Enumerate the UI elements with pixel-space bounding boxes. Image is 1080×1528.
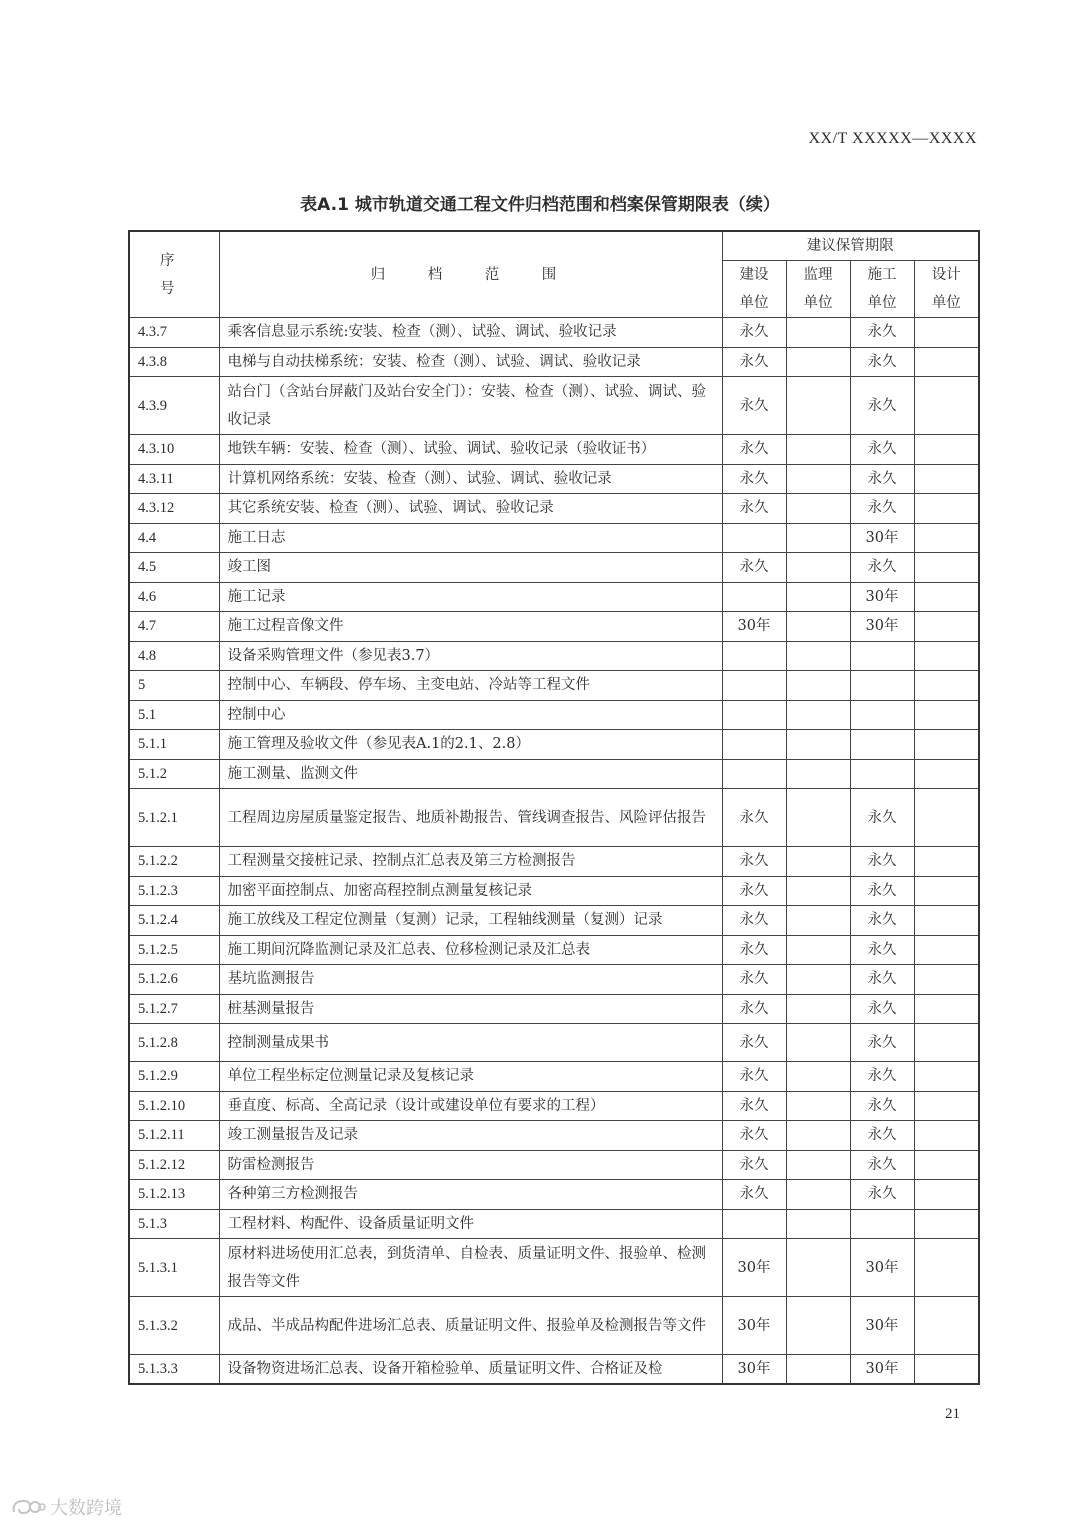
row-retention-construction: 永久 [722, 435, 786, 465]
row-retention-supervision [786, 318, 850, 348]
row-retention-contractor: 30年 [850, 523, 914, 553]
row-seq: 5.1.2.12 [129, 1150, 219, 1180]
row-seq: 4.3.10 [129, 435, 219, 465]
document-code: XX/T XXXXX—XXXX [808, 130, 977, 147]
table-row [129, 1121, 979, 1151]
row-retention-contractor [850, 671, 914, 701]
row-retention-design [914, 377, 979, 435]
row-retention-design [914, 464, 979, 494]
row-retention-construction: 永久 [722, 935, 786, 965]
row-retention-construction: 永久 [722, 876, 786, 906]
row-retention-construction: 永久 [722, 906, 786, 936]
row-retention-design [914, 994, 979, 1024]
row-retention-design [914, 523, 979, 553]
table-row [129, 671, 979, 701]
row-seq: 5.1.2.2 [129, 847, 219, 877]
row-seq: 4.3.8 [129, 347, 219, 377]
table-row [129, 347, 979, 377]
row-scope: 各种第三方检测报告 [219, 1180, 722, 1210]
table-row [129, 523, 979, 553]
row-retention-design [914, 935, 979, 965]
row-retention-construction: 30年 [722, 612, 786, 642]
header-seq: 序 号 [129, 231, 219, 318]
row-retention-supervision [786, 1062, 850, 1092]
row-scope: 控制中心、车辆段、停车场、主变电站、冷站等工程文件 [219, 671, 722, 701]
table-row [129, 494, 979, 524]
row-retention-supervision [786, 582, 850, 612]
header-unit-supervision: 监理单位 [786, 261, 850, 318]
row-retention-contractor: 永久 [850, 1091, 914, 1121]
row-retention-contractor: 永久 [850, 494, 914, 524]
row-scope: 竣工图 [219, 553, 722, 583]
row-scope: 计算机网络系统：安装、检查（测）、试验、调试、验收记录 [219, 464, 722, 494]
row-seq: 5.1.2.3 [129, 876, 219, 906]
row-scope: 控制测量成果书 [219, 1024, 722, 1062]
header-unit-construction: 建设单位 [722, 261, 786, 318]
row-retention-construction: 30年 [722, 1355, 786, 1385]
header-scope: 归 档 范 围 [219, 231, 722, 318]
row-retention-construction: 永久 [722, 1150, 786, 1180]
table-row [129, 1024, 979, 1062]
row-scope: 竣工测量报告及记录 [219, 1121, 722, 1151]
table-row [129, 965, 979, 995]
row-retention-supervision [786, 1150, 850, 1180]
table-row [129, 759, 979, 789]
row-retention-contractor: 30年 [850, 1297, 914, 1355]
row-retention-supervision [786, 1355, 850, 1385]
row-retention-contractor: 永久 [850, 553, 914, 583]
row-retention-supervision [786, 347, 850, 377]
row-retention-construction [722, 582, 786, 612]
watermark-logo-icon [10, 1496, 46, 1518]
row-retention-construction [722, 700, 786, 730]
row-retention-contractor: 永久 [850, 789, 914, 847]
row-retention-design [914, 700, 979, 730]
table-row [129, 906, 979, 936]
row-retention-contractor: 永久 [850, 464, 914, 494]
row-retention-supervision [786, 759, 850, 789]
header-unit-design: 设计单位 [914, 261, 979, 318]
row-scope: 工程材料、构配件、设备质量证明文件 [219, 1209, 722, 1239]
watermark [10, 1494, 122, 1520]
row-retention-design [914, 1297, 979, 1355]
row-scope: 站台门（含站台屏蔽门及站台安全门）：安装、检查（测）、试验、调试、验收记录 [219, 377, 722, 435]
table-row [129, 1150, 979, 1180]
row-retention-contractor: 永久 [850, 965, 914, 995]
row-retention-construction [722, 671, 786, 701]
row-scope: 原材料进场使用汇总表，到货清单、自检表、质量证明文件、报验单、检测报告等文件 [219, 1239, 722, 1297]
row-scope: 设备物资进场汇总表、设备开箱检验单、质量证明文件、合格证及检 [219, 1355, 722, 1385]
row-retention-contractor: 30年 [850, 1239, 914, 1297]
row-seq: 5 [129, 671, 219, 701]
table-title: 表A.1 城市轨道交通工程文件归档范围和档案保管期限表（续） [300, 195, 780, 215]
row-retention-supervision [786, 847, 850, 877]
row-retention-supervision [786, 641, 850, 671]
row-retention-supervision [786, 523, 850, 553]
row-scope: 施工过程音像文件 [219, 612, 722, 642]
row-retention-supervision [786, 1209, 850, 1239]
row-retention-contractor: 永久 [850, 1180, 914, 1210]
row-seq: 4.3.12 [129, 494, 219, 524]
row-retention-construction: 永久 [722, 377, 786, 435]
table-row [129, 1355, 979, 1385]
row-retention-supervision [786, 553, 850, 583]
row-retention-supervision [786, 1121, 850, 1151]
row-retention-supervision [786, 876, 850, 906]
table-row [129, 1209, 979, 1239]
row-retention-supervision [786, 671, 850, 701]
row-retention-contractor: 永久 [850, 1150, 914, 1180]
row-retention-contractor [850, 1209, 914, 1239]
row-retention-construction: 永久 [722, 494, 786, 524]
row-seq: 4.4 [129, 523, 219, 553]
row-retention-contractor: 永久 [850, 435, 914, 465]
row-retention-construction: 永久 [722, 1180, 786, 1210]
table-row [129, 318, 979, 348]
row-retention-supervision [786, 1239, 850, 1297]
row-retention-construction: 永久 [722, 1024, 786, 1062]
row-retention-construction: 永久 [722, 789, 786, 847]
row-retention-supervision [786, 994, 850, 1024]
row-retention-design [914, 1062, 979, 1092]
row-retention-design [914, 1355, 979, 1385]
table-row [129, 1239, 979, 1297]
row-retention-design [914, 730, 979, 760]
row-retention-contractor [850, 730, 914, 760]
row-seq: 5.1.2.1 [129, 789, 219, 847]
row-retention-design [914, 1180, 979, 1210]
row-retention-contractor: 永久 [850, 935, 914, 965]
table-row [129, 994, 979, 1024]
row-seq: 5.1.2.5 [129, 935, 219, 965]
table-row [129, 377, 979, 435]
row-retention-contractor: 永久 [850, 347, 914, 377]
row-retention-design [914, 671, 979, 701]
row-retention-design [914, 494, 979, 524]
row-retention-design [914, 1024, 979, 1062]
row-retention-construction: 永久 [722, 965, 786, 995]
row-seq: 4.6 [129, 582, 219, 612]
table-row [129, 789, 979, 847]
row-retention-contractor: 永久 [850, 377, 914, 435]
row-retention-construction [722, 730, 786, 760]
row-seq: 4.7 [129, 612, 219, 642]
row-retention-supervision [786, 1024, 850, 1062]
row-retention-design [914, 965, 979, 995]
row-scope: 垂直度、标高、全高记录（设计或建设单位有要求的工程） [219, 1091, 722, 1121]
table-row [129, 582, 979, 612]
table-row [129, 1180, 979, 1210]
row-retention-design [914, 847, 979, 877]
row-retention-supervision [786, 612, 850, 642]
row-seq: 5.1.2.13 [129, 1180, 219, 1210]
row-scope: 地铁车辆：安装、检查（测）、试验、调试、验收记录（验收证书） [219, 435, 722, 465]
row-retention-construction [722, 641, 786, 671]
row-retention-contractor: 永久 [850, 1121, 914, 1151]
row-scope: 设备采购管理文件（参见表3.7） [219, 641, 722, 671]
row-retention-design [914, 1150, 979, 1180]
row-retention-design [914, 876, 979, 906]
row-retention-contractor: 永久 [850, 318, 914, 348]
row-scope: 加密平面控制点、加密高程控制点测量复核记录 [219, 876, 722, 906]
row-seq: 5.1.1 [129, 730, 219, 760]
row-retention-supervision [786, 1180, 850, 1210]
row-retention-supervision [786, 789, 850, 847]
row-retention-contractor [850, 700, 914, 730]
row-retention-supervision [786, 906, 850, 936]
row-retention-contractor: 永久 [850, 994, 914, 1024]
row-retention-construction: 永久 [722, 318, 786, 348]
row-retention-construction: 30年 [722, 1239, 786, 1297]
row-scope: 施工管理及验收文件（参见表A.1的2.1、2.8） [219, 730, 722, 760]
row-retention-contractor [850, 641, 914, 671]
row-scope: 成品、半成品构配件进场汇总表、质量证明文件、报验单及检测报告等文件 [219, 1297, 722, 1355]
row-retention-construction: 永久 [722, 464, 786, 494]
row-scope: 施工放线及工程定位测量（复测）记录，工程轴线测量（复测）记录 [219, 906, 722, 936]
row-scope: 其它系统安装、检查（测）、试验、调试、验收记录 [219, 494, 722, 524]
row-retention-supervision [786, 464, 850, 494]
row-retention-design [914, 553, 979, 583]
row-seq: 5.1.2.11 [129, 1121, 219, 1151]
row-seq: 5.1.2.8 [129, 1024, 219, 1062]
row-scope: 工程周边房屋质量鉴定报告、地质补勘报告、管线调查报告、风险评估报告 [219, 789, 722, 847]
row-seq: 5.1.3.2 [129, 1297, 219, 1355]
table-row [129, 435, 979, 465]
row-retention-contractor: 永久 [850, 1062, 914, 1092]
row-seq: 4.3.11 [129, 464, 219, 494]
row-retention-supervision [786, 965, 850, 995]
row-retention-construction: 30年 [722, 1297, 786, 1355]
row-seq: 5.1.3.1 [129, 1239, 219, 1297]
row-scope: 乘客信息显示系统:安装、检查（测）、试验、调试、验收记录 [219, 318, 722, 348]
row-retention-design [914, 318, 979, 348]
table-row [129, 612, 979, 642]
row-retention-construction: 永久 [722, 1121, 786, 1151]
row-retention-design [914, 1091, 979, 1121]
row-seq: 5.1 [129, 700, 219, 730]
table-row [129, 935, 979, 965]
row-seq: 4.3.7 [129, 318, 219, 348]
header-unit-contractor: 施工单位 [850, 261, 914, 318]
table-row [129, 1062, 979, 1092]
row-retention-supervision [786, 730, 850, 760]
row-seq: 5.1.2.10 [129, 1091, 219, 1121]
row-seq: 5.1.2.6 [129, 965, 219, 995]
row-retention-supervision [786, 935, 850, 965]
row-retention-construction [722, 523, 786, 553]
row-retention-design [914, 1209, 979, 1239]
row-seq: 4.3.9 [129, 377, 219, 435]
row-retention-supervision [786, 1297, 850, 1355]
row-seq: 5.1.2.4 [129, 906, 219, 936]
row-retention-contractor: 永久 [850, 906, 914, 936]
table-row [129, 847, 979, 877]
row-retention-design [914, 1239, 979, 1297]
page-number: 21 [945, 1406, 960, 1422]
row-retention-design [914, 759, 979, 789]
row-scope: 桩基测量报告 [219, 994, 722, 1024]
row-retention-construction: 永久 [722, 1062, 786, 1092]
row-retention-supervision [786, 435, 850, 465]
row-scope: 控制中心 [219, 700, 722, 730]
row-retention-contractor: 30年 [850, 582, 914, 612]
row-seq: 5.1.2 [129, 759, 219, 789]
row-retention-contractor [850, 759, 914, 789]
table-row [129, 730, 979, 760]
table-row [129, 464, 979, 494]
table-row [129, 876, 979, 906]
row-retention-construction: 永久 [722, 553, 786, 583]
row-seq: 5.1.3.3 [129, 1355, 219, 1385]
row-retention-supervision [786, 1091, 850, 1121]
row-retention-construction: 永久 [722, 1091, 786, 1121]
row-retention-design [914, 612, 979, 642]
table-row [129, 1091, 979, 1121]
row-retention-design [914, 435, 979, 465]
row-retention-contractor: 永久 [850, 1024, 914, 1062]
row-scope: 防雷检测报告 [219, 1150, 722, 1180]
row-retention-construction: 永久 [722, 847, 786, 877]
row-seq: 5.1.2.7 [129, 994, 219, 1024]
row-retention-construction [722, 1209, 786, 1239]
watermark-text: 大数跨境 [50, 1498, 122, 1519]
archive-retention-table [128, 230, 980, 1385]
row-retention-supervision [786, 494, 850, 524]
row-retention-design [914, 1121, 979, 1151]
row-scope: 单位工程坐标定位测量记录及复核记录 [219, 1062, 722, 1092]
row-scope: 施工期间沉降监测记录及汇总表、位移检测记录及汇总表 [219, 935, 722, 965]
row-retention-contractor: 永久 [850, 876, 914, 906]
row-seq: 4.8 [129, 641, 219, 671]
row-scope: 基坑监测报告 [219, 965, 722, 995]
table-row [129, 1297, 979, 1355]
header-retention-group: 建议保管期限 [722, 231, 979, 261]
row-retention-design [914, 789, 979, 847]
row-retention-contractor: 永久 [850, 847, 914, 877]
row-seq: 4.5 [129, 553, 219, 583]
row-scope: 施工测量、监测文件 [219, 759, 722, 789]
table-row [129, 641, 979, 671]
row-retention-design [914, 582, 979, 612]
row-seq: 5.1.3 [129, 1209, 219, 1239]
row-retention-design [914, 347, 979, 377]
row-retention-design [914, 906, 979, 936]
row-retention-supervision [786, 377, 850, 435]
row-retention-construction [722, 759, 786, 789]
row-retention-contractor: 30年 [850, 612, 914, 642]
row-retention-construction: 永久 [722, 347, 786, 377]
row-scope: 施工日志 [219, 523, 722, 553]
row-retention-contractor: 30年 [850, 1355, 914, 1385]
row-scope: 施工记录 [219, 582, 722, 612]
row-scope: 工程测量交接桩记录、控制点汇总表及第三方检测报告 [219, 847, 722, 877]
row-seq: 5.1.2.9 [129, 1062, 219, 1092]
row-retention-design [914, 641, 979, 671]
row-retention-supervision [786, 700, 850, 730]
row-retention-construction: 永久 [722, 994, 786, 1024]
table-row [129, 700, 979, 730]
table-row [129, 553, 979, 583]
row-scope: 电梯与自动扶梯系统：安装、检查（测）、试验、调试、验收记录 [219, 347, 722, 377]
